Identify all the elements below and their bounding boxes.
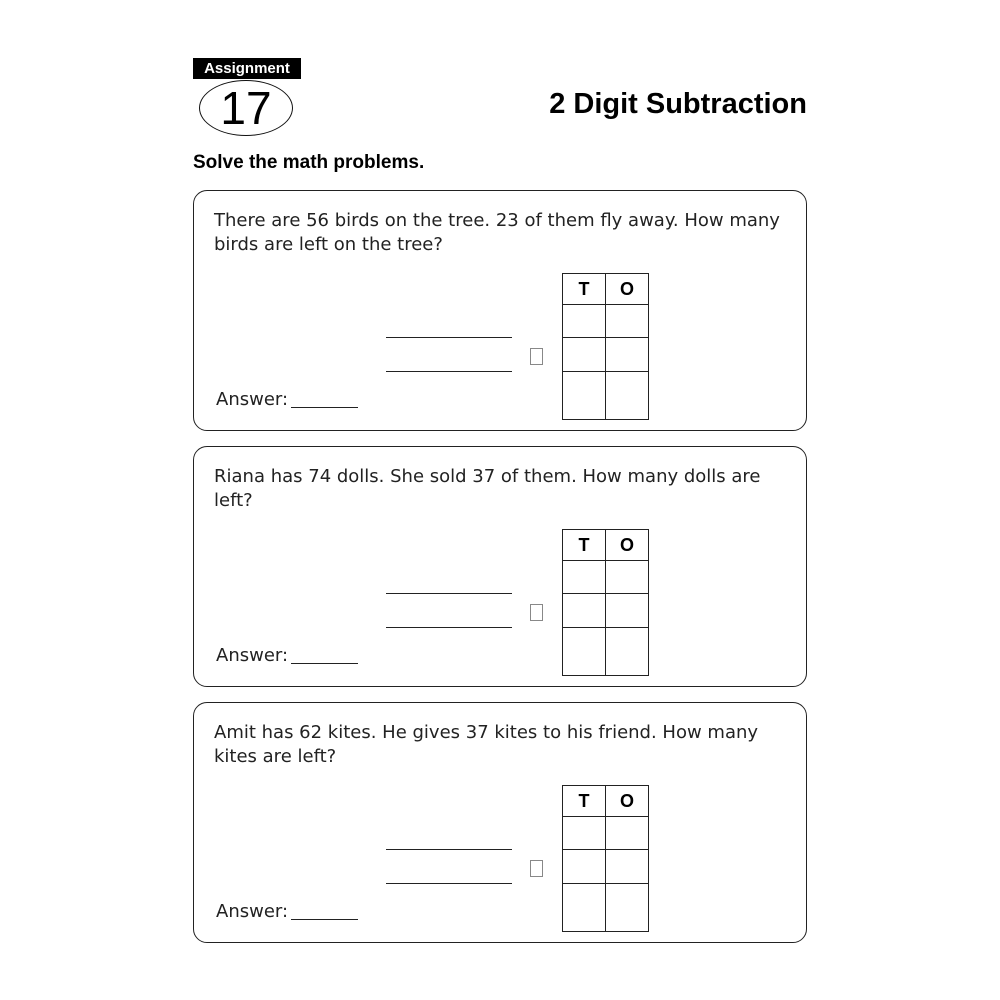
ones-header: O [619, 791, 634, 811]
question-text: Amit has 62 kites. He gives 37 kites to his friend. How many kites are left? [214, 722, 759, 767]
operator-box[interactable] [530, 860, 543, 877]
tens-cell[interactable] [563, 628, 605, 661]
tens-header: T [578, 279, 590, 299]
work-line-top[interactable] [386, 337, 512, 338]
answer-blank[interactable] [291, 919, 358, 920]
work-line-top[interactable] [386, 849, 512, 850]
ones-cell[interactable] [606, 372, 648, 405]
work-line-bottom[interactable] [386, 883, 512, 884]
place-value-grid [562, 529, 649, 676]
tens-cell[interactable] [563, 817, 605, 850]
ones-cell[interactable] [606, 561, 648, 594]
tens-cell[interactable] [563, 884, 605, 917]
place-value-grid [562, 785, 649, 932]
tens-cell[interactable] [563, 594, 605, 627]
problem-card-3 [193, 702, 807, 943]
question-text: There are 56 birds on the tree. 23 of them fly away. How many birds are left on the tree? [214, 210, 780, 255]
assignment-number: 17 [199, 80, 293, 136]
answer-blank[interactable] [291, 407, 358, 408]
question-text: Riana has 74 dolls. She sold 37 of them. How many dolls are left? [214, 466, 761, 511]
tens-cell[interactable] [563, 561, 605, 594]
tens-cell[interactable] [563, 305, 605, 338]
tens-cell[interactable] [563, 850, 605, 883]
problem-card-2 [193, 446, 807, 687]
tens-cell[interactable] [563, 372, 605, 405]
ones-cell[interactable] [606, 817, 648, 850]
answer-blank[interactable] [291, 663, 358, 664]
tens-header: T [578, 535, 590, 555]
operator-box[interactable] [530, 348, 543, 365]
ones-cell[interactable] [606, 594, 648, 627]
work-line-top[interactable] [386, 593, 512, 594]
ones-header: O [619, 535, 634, 555]
ones-cell[interactable] [606, 628, 648, 661]
operator-box[interactable] [530, 604, 543, 621]
page-title: 2 Digit Subtraction [549, 88, 807, 120]
ones-cell[interactable] [606, 305, 648, 338]
ones-cell[interactable] [606, 850, 648, 883]
tens-cell[interactable] [563, 338, 605, 371]
tens-header: T [578, 791, 590, 811]
ones-cell[interactable] [606, 338, 648, 371]
place-value-grid [562, 273, 649, 420]
work-line-bottom[interactable] [386, 627, 512, 628]
work-line-bottom[interactable] [386, 371, 512, 372]
answer-label: Answer: [216, 645, 289, 666]
ones-cell[interactable] [606, 884, 648, 917]
instructions: Solve the math problems. [193, 152, 425, 173]
ones-header: O [619, 279, 634, 299]
answer-label: Answer: [216, 901, 289, 922]
problem-card-1 [193, 190, 807, 431]
assignment-tag: Assignment [193, 58, 301, 79]
answer-label: Answer: [216, 389, 289, 410]
